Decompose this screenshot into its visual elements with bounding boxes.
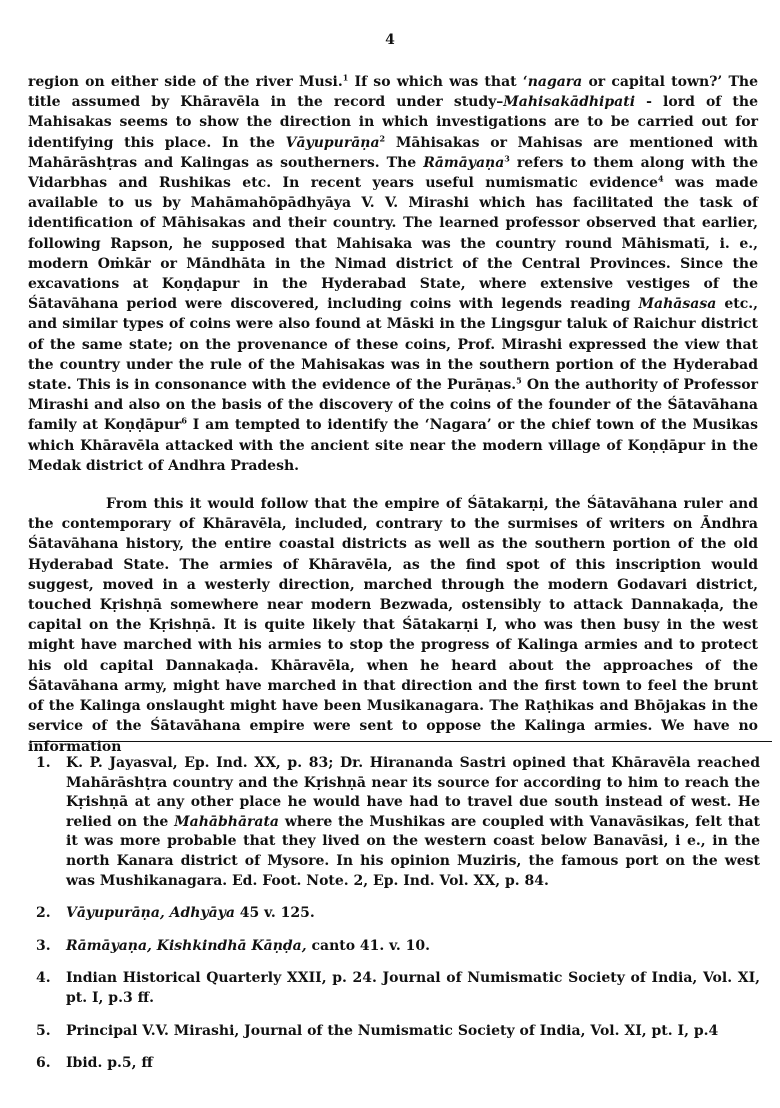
italic-text: nagara xyxy=(527,74,583,90)
text-run: Indian Historical Quarterly XXII, p. 24. Journal of Numismatic Society of India, Vol. XI, pt. I, p.3 ff. xyxy=(66,970,760,1006)
footnote-marker: 4 xyxy=(657,173,664,184)
italic-text: Rāmāyaṇa xyxy=(423,154,505,171)
footnote-number: 4. xyxy=(36,970,51,987)
footnote-text xyxy=(66,904,760,924)
footnote-number: 1. xyxy=(36,755,51,771)
italic-text: Vāyupurāṇa xyxy=(285,134,380,151)
footnote-number: 3. xyxy=(36,937,51,954)
text-run: region on either side of the river Musi. xyxy=(28,74,343,90)
footnote-marker: 2 xyxy=(379,132,386,143)
text-run: Māhisakas or Mahisas are mentioned with Mahārāshṭras and Kalingas as southerners. The xyxy=(28,134,758,171)
footnote xyxy=(30,1054,760,1074)
footnote-text xyxy=(66,937,760,957)
page-number: 4 xyxy=(385,32,395,48)
text-run: On the authority of Professor Mirashi and also on the basis of the discovery of the coins of the founder of the Śātavāhana family at Koṇḍāpur xyxy=(28,377,758,434)
text-run: Ibid. p.5, ff xyxy=(66,1055,153,1072)
footnote xyxy=(30,904,760,924)
italic-text: Mahāsasa xyxy=(638,296,717,313)
text-run: From this it would follow that the empire of Śātakarṇi, the Śātavāhana ruler and the contemporary of Khāravēla, included, contrary to the surmises of writers on Āndhra Śātavāhana history, the entire coastal districts as well as the southern portion of the old Hyderabad State. The armies of Khāravēla, as the find spot of this inscription would suggest, moved in a westerly direction, marched through the modern Godavari district, touched Kṛishṇā somewhere near modern Bezwada, ostensibly to attack Dannakaḍa, the capital on the Kṛishṇā. It is quite likely that Śātakarṇi I, who was then busy in the west might have marched with his armies to stop the progress of Kalinga armies and to protect his old capital Dannakaḍa. Khāravēla, when he heard about the approaches of the Śātavāhana army, might have marched in that direction and the first town to feel the brunt of the Kalinga onslaught might have been Musikanagara. The Raṭhikas and Bhōjakas in the service of the Śātavāhana empire were sent to oppose the Kalinga armies. We have no information xyxy=(28,496,758,755)
footnotes xyxy=(30,754,760,1087)
text-run: 45 v. 125. xyxy=(234,905,315,922)
text-run: where the Mushikas are coupled with Vanavāsikas, felt that it was more probable that they lived on the western coast below Banavāsi, i e., in the north Kanara district of Mysore. In his opinion Muziris, the famous port on the west was Mushikanagara. Ed. Foot. Note. 2, Ep. Ind. Vol. XX, p. 84. xyxy=(66,813,761,889)
footnote-text xyxy=(66,1022,760,1042)
footnote xyxy=(30,1022,760,1042)
text-run: If so which was that ‘ xyxy=(348,74,528,90)
text-run: Principal V.V. Mirashi, Journal of the Numismatic Society of India, Vol. XI, pt. I, p.4 xyxy=(66,1022,719,1039)
body-text xyxy=(28,72,758,757)
footnote-marker: 3 xyxy=(504,153,510,164)
paragraph xyxy=(28,494,758,757)
footnote-marker: 5 xyxy=(516,375,522,386)
footnote-number: 5. xyxy=(36,1022,51,1039)
footnote xyxy=(30,969,760,1008)
text-run: I am tempted to identify the ‘Nagara’ or the chief town of the Musikas which Khāravēla attacked with the ancient site near the modern village of Koṇḍāpur in the Medak district of Andhra Pradesh. xyxy=(28,417,759,474)
footnote-number: 6. xyxy=(36,1055,51,1072)
italic-text: Vāyupurāṇa, Adhyāya xyxy=(66,905,235,922)
text-run: was made available to us by Mahāmahōpādhyāya V. V. Mirashi which has facilitated the task of identification of Māhisakas and their country. The learned professor observed that earlier, following Rapson, he supposed that Mahisaka was the country round Māhismatī, i. e., modern Oṁkār or Māndhāta in the Nimad district of the Central Provinces. Since the excavations at Koṇḍapur in the Hyderabad State, where extensive vestiges of the Śātavāhana period were discovered, including coins with legends reading xyxy=(28,175,758,313)
text-run: - lord of the Mahisakas seems to show the direction in which investigations are to be carried out for identifying this place. In the xyxy=(28,94,758,151)
paragraph xyxy=(28,72,758,476)
text-run: K. P. Jayasval, Ep. Ind. XX, p. 83; Dr. Hirananda Sastri opined that Khāravēla reached Mahārāshṭra country and the Kṛishṇā near its source for according to him to reach the Kṛishṇā at any other place he would have had to travel due south instead of west. He relied on the xyxy=(66,755,760,830)
text-run: refers to them along with the Vidarbhas and Rushikas etc. In recent years useful numismatic evidence xyxy=(28,154,758,192)
italic-text: Mahābhārata xyxy=(174,813,279,830)
footnote-text xyxy=(66,969,760,1008)
footnote xyxy=(30,937,760,957)
text-run: etc., and similar types of coins were also found at Māski in the Lingsgur taluk of Raichur district of the same state; on the provenance of these coins, Prof. Mirashi expressed the view that the country under the rule of the Mahisakas was in the southern portion of the Hyderabad state. This is in consonance with the evidence of the Purāṇas. xyxy=(28,296,758,394)
footnote-text xyxy=(66,1054,760,1074)
footnote-number: 2. xyxy=(36,905,51,922)
footnote-text xyxy=(66,754,760,891)
text-run: canto 41. v. 10. xyxy=(306,937,430,954)
footnote xyxy=(30,754,760,891)
footnote-divider xyxy=(30,741,772,742)
text-run: or capital town?’ The title assumed by Khāravēla in the record under study– xyxy=(28,74,758,111)
italic-text: Mahisakādhipati xyxy=(503,94,636,111)
footnote-marker: 1 xyxy=(342,72,349,83)
italic-text: Rāmāyaṇa, Kishkindhā Kāṇḍa, xyxy=(66,937,307,954)
footnote-marker: 6 xyxy=(181,415,187,426)
